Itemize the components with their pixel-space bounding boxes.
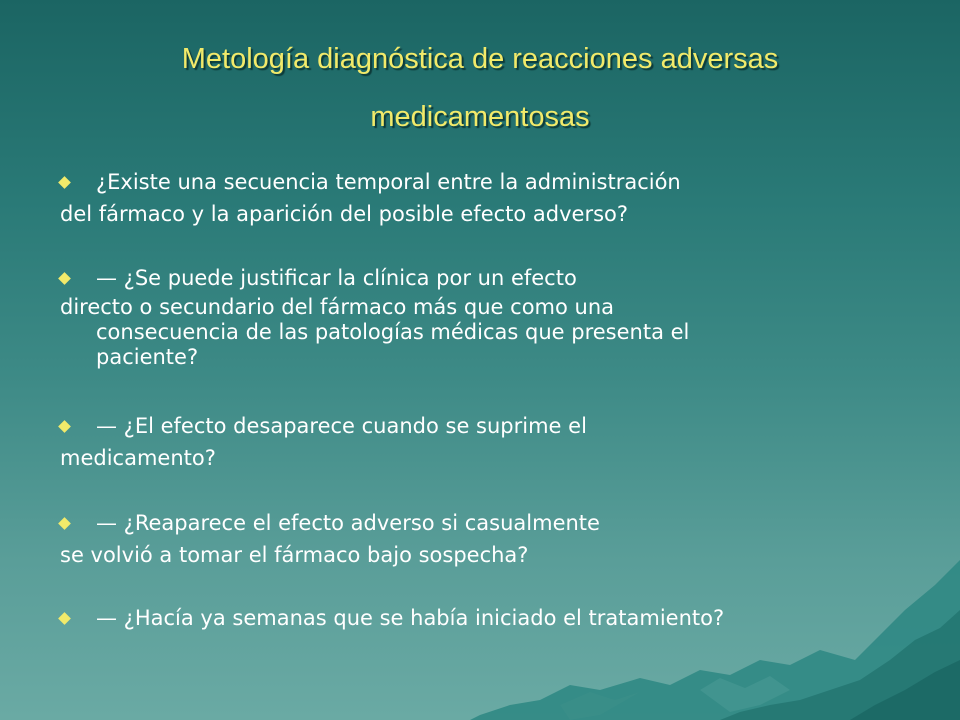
list-item <box>60 602 920 634</box>
item-text-line: se volvió a tomar el fármaco bajo sospecha? <box>60 543 529 567</box>
title-line-1: Metología diagnóstica de reacciones adversas <box>181 43 779 75</box>
list-item <box>60 410 920 474</box>
list-item <box>60 507 920 571</box>
item-text-line: del fármaco y la aparición del posible efecto adverso? <box>60 202 629 226</box>
item-text-line: — ¿Reaparece el efecto adverso si casualmente <box>96 511 600 535</box>
item-text-line: directo o secundario del fármaco más que como una <box>60 295 615 319</box>
title-line-2: medicamentosas <box>370 101 590 133</box>
item-text-line: — ¿El efecto desaparece cuando se suprime el <box>96 414 587 438</box>
item-text-line: ¿Existe una secuencia temporal entre la administración <box>96 170 681 194</box>
item-text-line: — ¿Se puede justificar la clínica por un efecto <box>96 266 577 290</box>
item-text-line: — ¿Hacía ya semanas que se había iniciado el tratamiento? <box>96 606 725 630</box>
item-text-line: paciente? <box>96 345 199 369</box>
item-text-line: consecuencia de las patologías médicas que presenta el <box>96 320 690 344</box>
item-text-line: medicamento? <box>60 446 216 470</box>
list-item <box>60 166 920 230</box>
list-item <box>60 262 920 370</box>
